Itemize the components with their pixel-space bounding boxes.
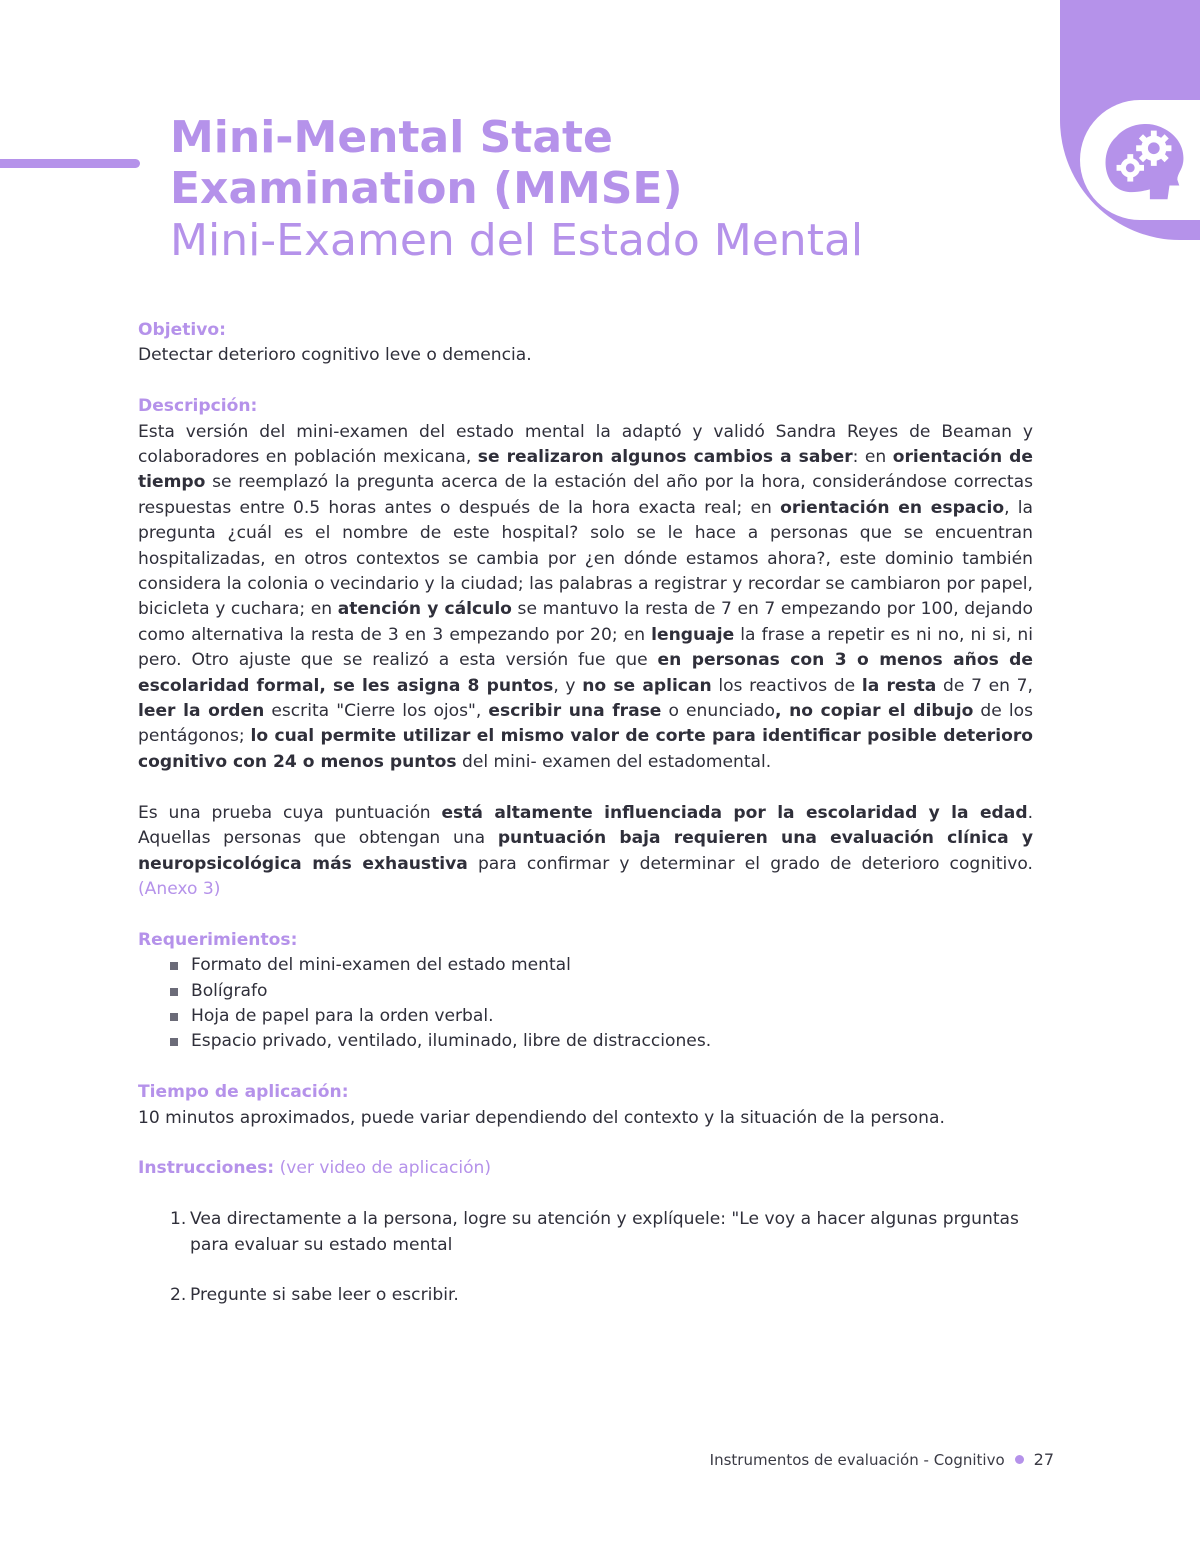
main-content <box>138 318 1033 1334</box>
descripcion-paragraph-2: Es una prueba cuya puntuación está altamente influenciada por la escolaridad y la edad. Aquellas personas que obtengan una puntuación baja requieren una evaluación clínica y neuropsicológica más exhaustiva para confirmar y determinar el grado de deterioro cognitivo. (Anexo 3) <box>138 802 1034 899</box>
page-title <box>170 112 1070 268</box>
title-line-2: Examination (MMSE) <box>170 163 683 214</box>
instrucciones-heading-line <box>138 1156 1033 1181</box>
requerimientos-heading: Requerimientos: <box>138 929 298 950</box>
list-item: 2. Pregunte si sabe leer o escribir. <box>170 1285 459 1306</box>
section-tab <box>1060 0 1200 240</box>
list-item: Espacio privado, ventilado, iluminado, libre de distracciones. <box>170 1029 1033 1054</box>
descripcion-heading: Descripción: <box>138 396 258 417</box>
list-item: Hoja de papel para la orden verbal. <box>170 1004 1033 1029</box>
page-subtitle: Mini-Examen del Estado Mental <box>170 215 864 266</box>
page-footer <box>710 1450 1054 1469</box>
objetivo-heading: Objetivo: <box>138 320 226 340</box>
header-accent-line <box>0 159 140 168</box>
list-item: 1. Vea directamente a la persona, logre su atención y explíquele: "Le voy a hacer algunas prguntas para evaluar su estado mental <box>170 1209 1019 1255</box>
footer-text: Instrumentos de evaluación - Cognitivo <box>709 1450 1005 1469</box>
dot-icon <box>1015 1455 1024 1464</box>
title-line-1: Mini-Mental State <box>170 112 613 163</box>
square-bullet-icon <box>170 1038 178 1046</box>
tiempo-heading: Tiempo de aplicación: <box>138 1082 349 1103</box>
page-number: 27 <box>1033 1450 1054 1469</box>
brain-gears-icon <box>1094 111 1194 209</box>
square-bullet-icon <box>170 988 178 996</box>
requerimientos-list <box>138 953 1033 1055</box>
video-link[interactable]: (ver video de aplicación) <box>279 1158 492 1179</box>
list-item: Formato del mini-examen del estado mental <box>170 953 1033 978</box>
list-item: Bolígrafo <box>170 979 1033 1004</box>
section-tab-inner <box>1080 100 1200 220</box>
instrucciones-heading: Instrucciones: <box>138 1158 275 1179</box>
instrucciones-steps <box>138 1207 1033 1309</box>
square-bullet-icon <box>170 1013 178 1021</box>
anexo-3-link[interactable]: (Anexo 3) <box>138 878 221 899</box>
tiempo-text: 10 minutos aproximados, puede variar dependiendo del contexto y la situación de la persona. <box>138 1107 945 1128</box>
square-bullet-icon <box>170 962 178 970</box>
objetivo-text: Detectar deterioro cognitivo leve o demencia. <box>138 345 532 366</box>
descripcion-paragraph-1: Esta versión del mini-examen del estado mental la adaptó y validó Sandra Reyes de Beaman y colaboradores en población mexicana, se realizaron algunos cambios a saber: en orientación de tiempo se reemplazó la pregunta acerca de la estación del año por la hora, considerándose correctas respuestas entre 0.5 horas antes o después de la hora exacta real; en orientación en espacio, la pregunta ¿cuál es el nombre de este hospital? solo se le hace a personas que se encuentran hospitalizadas, en otros contextos se cambia por ¿en dónde estamos ahora?, este dominio también considera la colonia o vecindario y la ciudad; las palabras a registrar y recordar se cambiaron por papel, bicicleta y cuchara; en atención y cálculo se mantuvo la resta de 7 en 7 empezando por 100, dejando como alternativa la resta de 3 en 3 empezando por 20; en lenguaje la frase a repetir es ni no, ni si, ni pero. Otro ajuste que se realizó a esta versión fue que en personas con 3 o menos años de escolaridad formal, se les asigna 8 puntos, y no se aplican los reactivos de la resta de 7 en 7, leer la orden escrita "Cierre los ojos", escribir una frase o enunciado, no copiar el dibujo de los pentágonos; lo cual permite utilizar el mismo valor de corte para identificar posible deterioro cognitivo con 24 o menos puntos del mini- examen del estadomental. <box>138 421 1034 772</box>
